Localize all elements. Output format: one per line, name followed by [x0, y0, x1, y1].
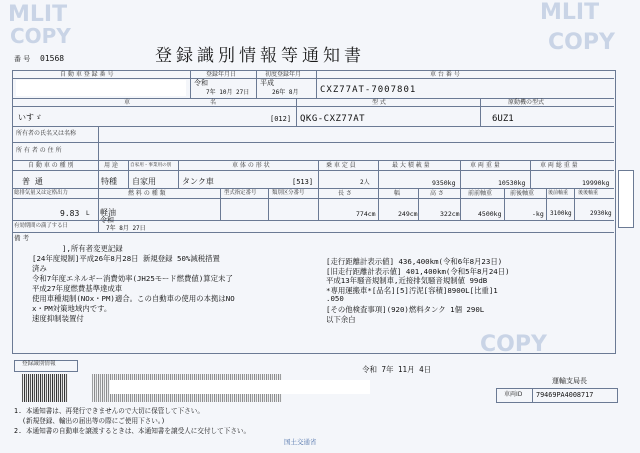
owner-address-label: 所 有 者 の 住 所	[16, 147, 62, 154]
barcode-redacted	[110, 380, 370, 394]
watermark-mlit-left: MLIT	[8, 2, 68, 27]
footer-note: (新規登録、輸出の届出等の際にご使用下さい。)	[22, 417, 166, 425]
ff-value: 4500kg	[478, 210, 502, 218]
width-value: 249cm	[398, 210, 418, 218]
reg-no-redacted	[16, 80, 186, 96]
private-value: 自家用	[132, 177, 156, 186]
remarks-line: 済み	[32, 264, 47, 273]
remarks-line: [走行距離計表示値] 436,400km(令和6年8月23日)	[326, 257, 503, 266]
rf-label: 後前軸重	[548, 190, 569, 196]
capacity-label: 乗 車 定 員	[326, 162, 356, 169]
gross-label: 車 両 総 重 量	[540, 162, 578, 169]
chassis-label: 車 台 番 号	[430, 71, 460, 78]
weight-value: 10530kg	[498, 179, 526, 187]
body-label: 車 体 の 形 状	[232, 162, 270, 169]
remarks-line: 平成27年度燃費基準達成車	[32, 284, 123, 293]
vehicle-id-label: 車両ID	[504, 391, 523, 398]
reg-date-label: 登録年月日	[206, 71, 237, 78]
rf-value: 3100kg	[550, 210, 572, 217]
displacement-value: 9.83	[60, 209, 80, 218]
class-no-label: 類別区分番号	[272, 190, 305, 196]
model-value: QKG-CXZ77AT	[300, 114, 366, 124]
max-load-value: 9350kg	[432, 179, 456, 187]
car-label: 車	[124, 99, 131, 106]
length-value: 774cm	[356, 210, 376, 218]
remarks-line: 速度抑制装置付	[32, 314, 84, 323]
use-value: 特種	[101, 177, 117, 186]
remarks-right	[326, 256, 612, 323]
name-label: 名	[210, 99, 217, 106]
kind-label: 自 動 車 の 種 別	[28, 162, 74, 169]
watermark-copy-bottom: COPY	[480, 332, 547, 357]
remarks-line: 使用車種規制(NOx・PM)適合。この自動車の使用の本拠はNO	[32, 294, 235, 303]
gross-value: 19990kg	[582, 179, 610, 187]
side-tab	[618, 170, 634, 228]
max-load-label: 最 大 積 載 量	[392, 162, 430, 169]
displacement-label: 総排気量又は定格出力	[14, 190, 68, 196]
remarks-line: [旧走行距離計表示値] 401,400km(令和5年8月24日)	[326, 266, 510, 276]
expiry-label: 有効期間の満了する日	[14, 223, 68, 229]
fuel-label: 燃 料 の 種 類	[128, 190, 166, 197]
remarks-line: [24年度規制]平成26年8月28日 新規登録 50%減税措置	[32, 254, 220, 263]
remarks-line: ],所有者変更記録	[62, 244, 123, 253]
reg-date: 7年 10月 27日	[206, 89, 250, 96]
vehicle-id-value: 79469PA4008717	[536, 391, 594, 399]
model-label: 型 式	[372, 99, 386, 106]
fr-value: -kg	[532, 210, 544, 218]
ministry-mark: 国土交通省	[284, 438, 317, 446]
reg-info-code	[22, 374, 68, 402]
remarks-line: *専用運搬車*[品名][5]汚泥[容積]8900L[比重]1	[326, 285, 498, 295]
remarks-line: [その他検査事項](920)燃料タンク 1個 290L	[326, 304, 485, 314]
watermark-copy-right: COPY	[548, 30, 615, 55]
remarks-left	[32, 243, 322, 323]
remarks-line: .050	[326, 294, 344, 304]
office-name: 運輸支局長	[552, 377, 587, 385]
private-label: 自家用・事業用の別	[130, 163, 172, 168]
first-era: 平成	[260, 79, 274, 87]
expiry-era: 令和	[100, 216, 114, 224]
weight-label: 車 両 重 量	[470, 162, 500, 169]
issue-date: 令和 7年 11月 4日	[362, 365, 432, 374]
reg-no-label: 自 動 車 登 録 番 号	[60, 71, 114, 78]
engine-label: 原動機の型式	[508, 99, 545, 106]
height-label: 高 さ	[430, 190, 444, 197]
remarks-line: 以下余白	[326, 314, 356, 324]
body-code: [513]	[292, 178, 314, 186]
width-label: 幅	[394, 190, 401, 197]
capacity-value: 2人	[360, 179, 370, 186]
footer-note: 1. 本通知書は、再発行できませんので大切に保管して下さい。	[14, 407, 204, 415]
number-label: 番 号	[14, 55, 31, 63]
remarks-label: 備 考	[14, 234, 30, 242]
maker-code: [012]	[270, 115, 292, 123]
remarks-line: 令和7年度エネルギー消費効率(JH25モード燃費値)算定未了	[32, 274, 233, 283]
rr-value: 2930kg	[590, 210, 612, 217]
kind-value: 普 通	[22, 177, 43, 186]
engine-value: 6UZ1	[492, 114, 514, 124]
number-value: 01568	[40, 54, 65, 63]
ff-label: 前前軸重	[468, 190, 493, 197]
page-title: 登録識別情報等通知書	[155, 46, 365, 66]
fr-label: 前後軸重	[510, 190, 535, 197]
reg-era: 令和	[194, 79, 208, 87]
watermark-copy-left: COPY	[10, 24, 71, 48]
use-label: 用 途	[104, 162, 118, 169]
type-no-label: 型式指定番号	[224, 190, 257, 196]
first-date: 26年 8月	[272, 89, 299, 96]
rr-label: 後後軸重	[578, 190, 599, 196]
remarks-line: x・PM対策地域内です。	[32, 304, 112, 313]
owner-name-label: 所有者の氏名又は名称	[16, 130, 77, 137]
first-reg-label: 初度登録年月	[265, 71, 302, 78]
displacement-unit: L	[86, 210, 90, 217]
watermark-mlit-right: MLIT	[540, 0, 600, 25]
footer-note: 2. 本通知書の自動車を譲渡するときは、本通知書を譲受人に交付して下さい。	[14, 427, 251, 435]
expiry-date: 7年 8月 27日	[106, 225, 146, 232]
body-value: タンク車	[182, 177, 214, 186]
fuel-value: 軽油	[100, 208, 116, 217]
chassis-value: CXZ77AT-7007801	[320, 85, 417, 95]
remarks-line: 平成13年騒音規制車,近接排気騒音規制値 99dB	[326, 276, 488, 286]
height-value: 322cm	[440, 210, 460, 218]
car-name: いすゞ	[18, 113, 42, 122]
reg-info-label: 登録識別情報	[22, 361, 56, 367]
length-label: 長 さ	[338, 190, 352, 197]
